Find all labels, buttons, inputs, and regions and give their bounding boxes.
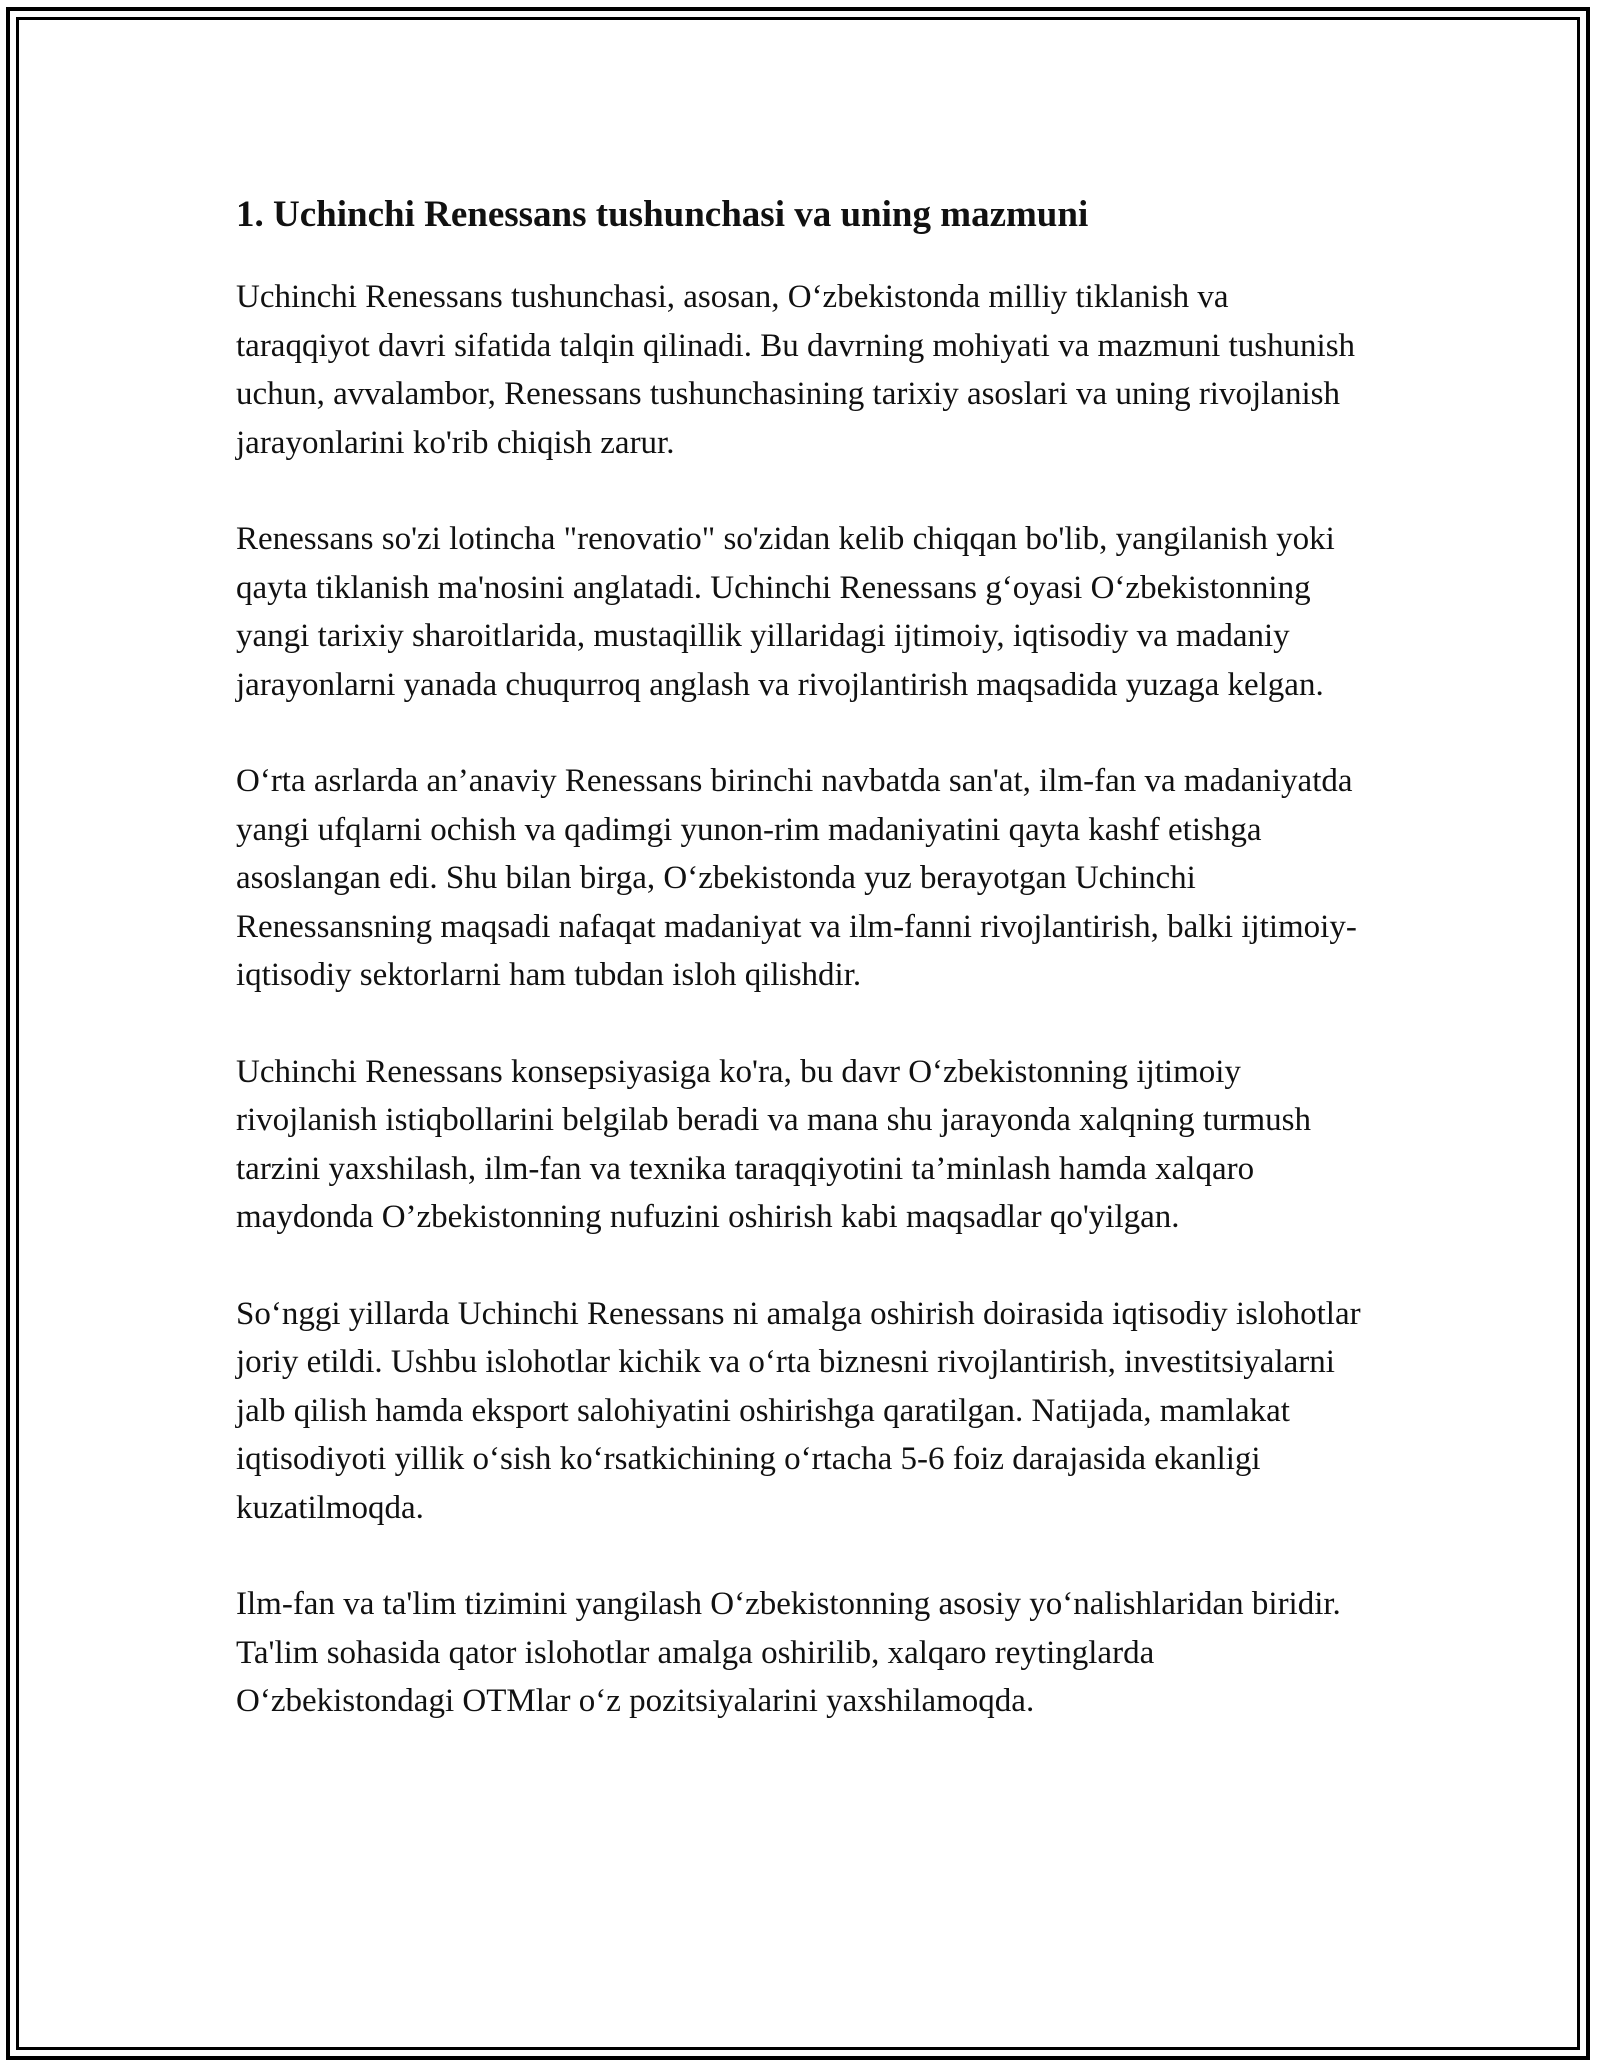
paragraph-5: So‘nggi yillarda Uchinchi Renessans ni amalga oshirish doirasida iqtisodiy islohotlar joriy etildi. Ushbu islohotlar kichik va o‘rta biznesni rivojlantirish, investitsiyalarni jalb qilish hamda eksport salohiyatini oshirishga qaratilgan. Natijada, mamlakat iqtisodiyoti yillik o‘sish ko‘rsatkichining o‘rtacha 5-6 foiz darajasida ekanligi kuzatilmoqda.	[236, 1295, 1361, 1526]
paragraph-3: O‘rta asrlarda an’anaviy Renessans birinchi navbatda san'at, ilm-fan va madaniyatda yangi ufqlarni ochish va qadimgi yunon-rim madaniyatini qayta kashf etishga asoslangan edi. Shu bilan birga, O‘zbekistonda yuz berayotgan Uchinchi Renessansning maqsadi nafaqat madaniyat va ilm-fanni rivojlantirish, balki ijtimoiy-iqtisodiy sektorlarni ham tubdan isloh qilishdir.	[236, 763, 1357, 993]
paragraph-1: Uchinchi Renessans tushunchasi, asosan, O‘zbekistonda milliy tiklanish va taraqqiyot davri sifatida talqin qilinadi. Bu davrning mohiyati va mazmuni tushunish uchun, avvalambor, Renessans tushunchasining tarixiy asoslari va uning rivojlanish jarayonlarini ko'rib chiqish zarur.	[236, 279, 1356, 461]
paragraph-4: Uchinchi Renessans konsepsiyasiga ko'ra, bu davr O‘zbekistonning ijtimoiy rivojlanish istiqbollarini belgilab beradi va mana shu jarayonda xalqning turmush tarzini yaxshilash, ilm-fan va texnika taraqqiyotini ta’minlash hamda xalqaro maydonda O’zbekistonning nufuzini oshirish kabi maqsadlar qo'yilgan.	[236, 1053, 1312, 1235]
paragraph-6: Ilm-fan va ta'lim tizimini yangilash O‘zbekistonning asosiy yo‘nalishlaridan biridir. Ta'lim sohasida qator islohotlar amalga oshirilib, xalqaro reytinglarda O‘zbekistondagi OTMlar o‘z pozitsiyalarini yaxshilamoqda.	[236, 1586, 1341, 1719]
section-heading: 1. Uchinchi Renessans tushunchasi va uning mazmuni	[236, 194, 1089, 235]
document-body	[236, 185, 1366, 1726]
paragraph-2: Renessans so'zi lotincha "renovatio" so'zidan kelib chiqqan bo'lib, yangilanish yoki qayta tiklanish ma'nosini anglatadi. Uchinchi Renessans g‘oyasi O‘zbekistonning yangi tarixiy sharoitlarida, mustaqillik yillaridagi ijtimoiy, iqtisodiy va madaniy jarayonlarni yanada chuqurroq anglash va rivojlantirish maqsadida yuzaga kelgan.	[236, 521, 1335, 703]
